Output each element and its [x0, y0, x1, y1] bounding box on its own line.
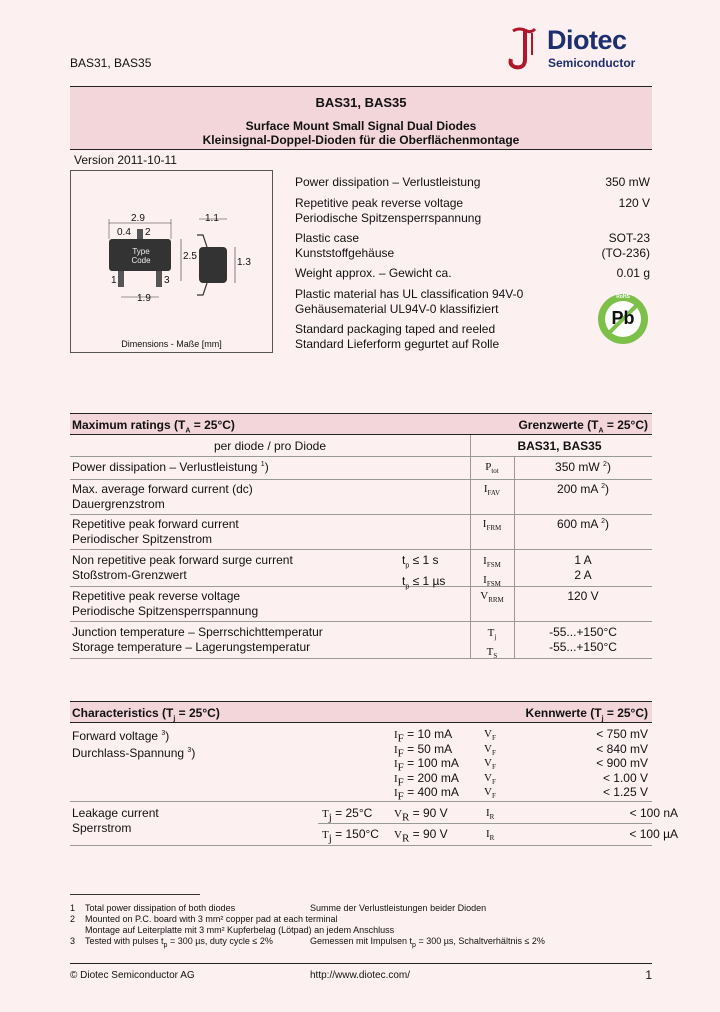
logo-sub-text: Semiconductor — [548, 56, 636, 70]
forward-voltage-value: < 1.25 V — [602, 785, 648, 799]
title-band — [70, 86, 652, 150]
chip-type-code: Type Code — [131, 247, 151, 265]
version-text: Version 2011-10-11 — [74, 153, 177, 167]
row-divider — [70, 658, 652, 659]
leakage-temp-condition: $T_j = 150^\circ C$ — [322, 827, 379, 845]
dim-1-9: 1.9 — [137, 293, 151, 304]
max-ratings-title-de: Grenzwerte $(T_A = 25^\circ C)$ — [518, 418, 648, 435]
spec-case — [295, 231, 650, 266]
col-part-numbers: BAS31, BAS35 — [517, 439, 602, 453]
forward-voltage-value: < 840 mV — [596, 741, 648, 756]
rating-symbol: $P_{tot}$ — [485, 461, 499, 476]
rating-label: Power dissipation – Verlustleistung $^1$) — [72, 460, 269, 474]
doc-title: BAS31, BAS35 — [315, 95, 407, 110]
max-ratings-header — [70, 413, 652, 434]
rating-label: Junction temperature – Sperrschichttemperatur Storage temperature – Lagerungstemperatur — [72, 625, 323, 654]
sot23-outline-drawing — [71, 171, 272, 331]
diotec-logo — [505, 25, 655, 75]
rating-value: 200 mA $^2$) — [557, 482, 609, 496]
forward-voltage-symbol: $V_F$ — [484, 757, 496, 772]
leakage-current-symbol: $I_R$ — [486, 828, 495, 843]
rating-value: 120 V — [567, 589, 599, 603]
subtitle-de: Kleinsignal-Doppel-Dioden für die Oberflächenmontage — [202, 133, 520, 147]
characteristics-header — [70, 701, 652, 722]
forward-voltage-symbol: $V_F$ — [484, 786, 496, 801]
rating-label: Repetitive peak forward current Periodischer Spitzenstrom — [72, 517, 239, 546]
rating-symbol: $T_j$ $T_S$ — [486, 627, 498, 660]
footnote-1: 1 Total power dissipation of both diodes Summe der Verlustleistungen beider Dioden — [70, 903, 487, 913]
leakage-current-symbol: $I_R$ — [486, 807, 495, 822]
spec-vrrm — [295, 196, 650, 231]
col-per-diode: per diode / pro Diode — [213, 439, 327, 453]
pin-1-label: 1 — [111, 275, 117, 286]
row-divider — [70, 514, 652, 515]
spec-value: 0.01 g — [616, 266, 650, 280]
forward-voltage-value: < 750 mV — [596, 727, 648, 741]
spec-label-de: Gehäusematerial UL94V-0 klassifiziert — [295, 301, 499, 316]
rating-symbol: $I_{FRM}$ — [482, 518, 502, 533]
rating-label: Repetitive peak reverse voltage Periodische Spitzensperrspannung — [72, 589, 259, 618]
spec-label-de: Periodische Spitzensperrspannung — [295, 210, 482, 225]
pin-3-label: 3 — [164, 275, 170, 286]
forward-voltage-value: < 1.00 V — [602, 770, 648, 785]
leakage-label: Leakage current Sperrstrom — [72, 806, 159, 835]
characteristics-rule — [70, 722, 652, 723]
rating-value: -55...+150°C -55...+150°C — [549, 625, 617, 654]
rating-label: Max. average forward current (dc) Dauergrenzstrom — [72, 482, 253, 511]
row-divider — [70, 845, 652, 846]
dim-2-5: 2.5 — [183, 251, 197, 262]
rating-value: 600 mA $^2$) — [557, 517, 609, 531]
characteristics-title-de: Kennwerte $(T_j = 25^\circ C)$ — [525, 706, 648, 723]
forward-voltage-label: Forward voltage $^3$) Durchlass-Spannung $^3$) — [72, 729, 196, 760]
spec-value-2: (TO-236) — [601, 245, 650, 260]
leakage-voltage-condition: $V_R = 90$ V — [394, 806, 448, 824]
pb-label: Pb — [611, 308, 635, 328]
rating-symbol: $I_{FSM}$ $I_{FSM}$ — [483, 555, 501, 588]
footnote-3: 3 Tested with pulses $t_p = 300$ µs, duty cycle ≤ 2% Gemessen mit Impulsen $t_p = 300$ µs, Schaltverhältnis ≤ 2% — [70, 936, 545, 949]
dim-1-3: 1.3 — [237, 257, 251, 268]
spec-label: Plastic case — [295, 231, 360, 245]
spec-label: Plastic material has UL classification 94V-0 — [295, 287, 524, 301]
row-divider — [70, 801, 652, 802]
pin-2-label: 2 — [145, 227, 151, 238]
rating-symbol: $I_{FAV}$ — [483, 483, 501, 498]
forward-voltage-value: < 900 mV — [596, 756, 648, 770]
spec-label: Weight approx. – Gewicht ca. — [295, 266, 452, 280]
pb-free-icon — [596, 292, 650, 346]
rating-condition: $t_p \le 1$ s $t_p \le 1$ µs — [402, 553, 446, 591]
forward-voltage-symbol: $V_F$ — [484, 771, 496, 786]
spec-label-de: Standard Lieferform gegurtet auf Rolle — [295, 336, 500, 351]
spec-weight — [295, 266, 650, 287]
leakage-temp-condition: $T_j = 25^\circ C$ — [322, 806, 373, 824]
rating-value: 1 A 2 A — [574, 553, 592, 582]
row-divider — [70, 621, 652, 622]
spec-value: SOT-23 — [608, 231, 650, 245]
row-divider — [70, 586, 652, 587]
footer-copyright: © Diotec Semiconductor AG — [70, 970, 195, 981]
rohs-ring-text: RoHS — [616, 294, 630, 300]
footer-page-number: 1 — [645, 968, 652, 982]
characteristics-title-en: Characteristics $(T_j = 25^\circ C)$ — [72, 706, 220, 723]
dim-2-9: 2.9 — [131, 213, 145, 224]
rating-value: 350 mW $^2$) — [555, 460, 611, 474]
forward-current-condition: $I_F = 200$ mA — [394, 770, 459, 788]
header-part-numbers: BAS31, BAS35 — [70, 56, 152, 70]
drawing-caption: Dimensions - Maße [mm] — [121, 339, 222, 349]
row-divider — [70, 549, 652, 550]
leakage-current-value: < 100 nA — [629, 806, 678, 820]
max-ratings-title-en: Maximum ratings $(T_A = 25^\circ C)$ — [72, 418, 235, 435]
spec-label: Power dissipation – Verlustleistung — [295, 175, 481, 189]
spec-power — [295, 175, 650, 196]
forward-voltage-symbol: $V_F$ — [484, 728, 496, 743]
package-drawing-box — [70, 170, 273, 353]
rating-label: Non repetitive peak forward surge current Stoßstrom-Grenzwert — [72, 553, 293, 582]
forward-current-condition: $I_F = 10$ mA — [394, 727, 453, 745]
subtitle-en: Surface Mount Small Signal Dual Diodes — [245, 119, 477, 133]
footer-rule — [70, 963, 652, 964]
dim-1-1: 1.1 — [205, 213, 219, 224]
spec-label: Repetitive peak reverse voltage — [295, 196, 464, 210]
footnotes — [70, 903, 652, 947]
forward-current-condition: $I_F = 100$ mA — [394, 756, 459, 774]
dim-0-4: 0.4 — [117, 227, 131, 238]
spec-value: 350 mW — [605, 175, 650, 189]
max-ratings-rule — [70, 434, 652, 435]
row-divider — [70, 479, 652, 480]
leakage-voltage-condition: $V_R = 90$ V — [394, 827, 448, 845]
forward-voltage-symbol: $V_F$ — [484, 742, 496, 757]
footnote-2: 2 Mounted on P.C. board with 3 mm² copper pad at each terminal Montage auf Leiterplatte mit 3 mm² Kupferbelag (Lötpad) an jedem Anschluss — [70, 914, 395, 935]
footnote-rule — [70, 894, 200, 895]
rating-symbol: $V_{RRM}$ — [480, 590, 504, 605]
forward-current-condition: $I_F = 400$ mA — [394, 785, 459, 803]
leakage-current-value: < 100 µA — [629, 827, 678, 841]
diotec-logo-mark — [505, 25, 545, 73]
logo-brand-text: Diotec — [547, 25, 627, 55]
footer-url[interactable]: http://www.diotec.com/ — [310, 970, 411, 981]
spec-value: 120 V — [618, 196, 650, 210]
spec-label-de: Kunststoffgehäuse — [295, 245, 395, 260]
row-divider — [70, 456, 652, 457]
forward-current-condition: $I_F = 50$ mA — [394, 741, 453, 759]
spec-label: Standard packaging taped and reeled — [295, 322, 496, 336]
